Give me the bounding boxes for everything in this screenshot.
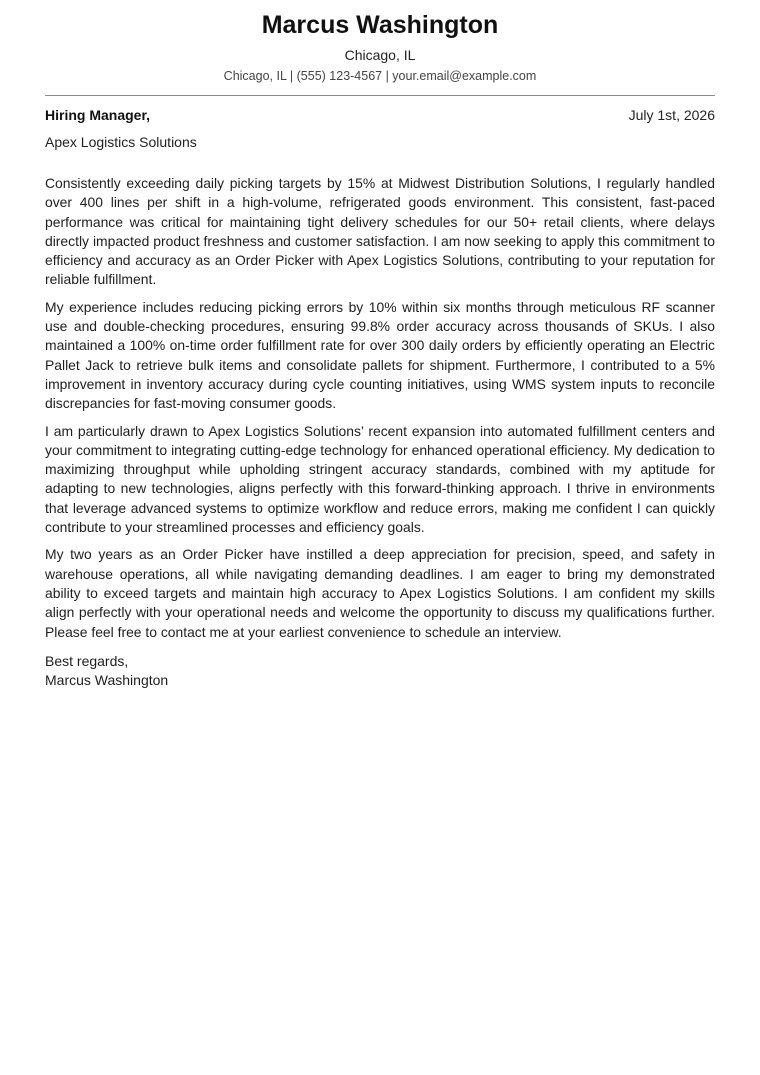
- recipient-salutation: Hiring Manager,: [45, 107, 151, 123]
- letter-body: [45, 174, 715, 642]
- closing-phrase: Best regards,: [45, 652, 129, 669]
- company-name: Apex Logistics Solutions: [45, 134, 197, 150]
- body-paragraph-3: I am particularly drawn to Apex Logistics Solutions’ recent expansion into automated fulfillment centers and your commitment to integrating cutting-edge technology for enhanced operational efficiency. My dedication to maximizing throughput while upholding stringent accuracy standards, combined with my aptitude for adapting to new technologies, aligns perfectly with this forward-thinking approach. I thrive in environments that leverage advanced systems to optimize workflow and reduce errors, making me confident I can quickly contribute to your streamlined processes and efficiency goals.: [45, 422, 715, 536]
- body-paragraph-1: Consistently exceeding daily picking targets by 15% at Midwest Distribution Solutions, I regularly handled over 400 lines per shift in a high-volume, refrigerated goods environment. This consistent, fast-paced performance was critical for maintaining tight delivery schedules for our 50+ retail clients, where delays directly impacted product freshness and customer satisfaction. I am now seeking to apply this commitment to efficiency and accuracy as an Order Picker with Apex Logistics Solutions, contributing to your reputation for reliable fulfillment.: [45, 175, 715, 288]
- letter-closing: [45, 652, 715, 690]
- header-divider: [45, 95, 715, 96]
- applicant-location: Chicago, IL: [344, 47, 416, 63]
- recipient-row: [45, 106, 715, 124]
- body-paragraph-2: My experience includes reducing picking errors by 10% within six months through meticulous RF scanner use and double-checking procedures, ensuring 99.8% order accuracy across thousands of SKUs. I also maintained a 100% on-time order fulfillment rate for over 300 daily orders by efficiently operating an Electric Pallet Jack to retrieve bulk items and consolidate pallets for shipment. Furthermore, I contributed to a 5% improvement in inventory accuracy during cycle counting initiatives, using WMS system inputs to reconcile discrepancies for fast-moving consumer goods.: [45, 298, 715, 412]
- body-paragraph-4: My two years as an Order Picker have instilled a deep appreciation for precision, speed, and safety in warehouse operations, all while navigating demanding deadlines. I am eager to bring my demonstrated ability to exceed targets and maintain high accuracy to Apex Logistics Solutions. I am confident my skills align perfectly with your operational needs and welcome the opportunity to discuss my qualifications further. Please feel free to contact me at your earliest convenience to schedule an interview.: [45, 546, 715, 640]
- applicant-contact-line: Chicago, IL | (555) 123-4567 | your.email@example.com: [223, 69, 537, 83]
- letter-date: July 1st, 2026: [628, 107, 715, 123]
- letter-header: [45, 0, 715, 84]
- applicant-name: Marcus Washington: [261, 11, 499, 39]
- signature-name: Marcus Washington: [45, 671, 169, 688]
